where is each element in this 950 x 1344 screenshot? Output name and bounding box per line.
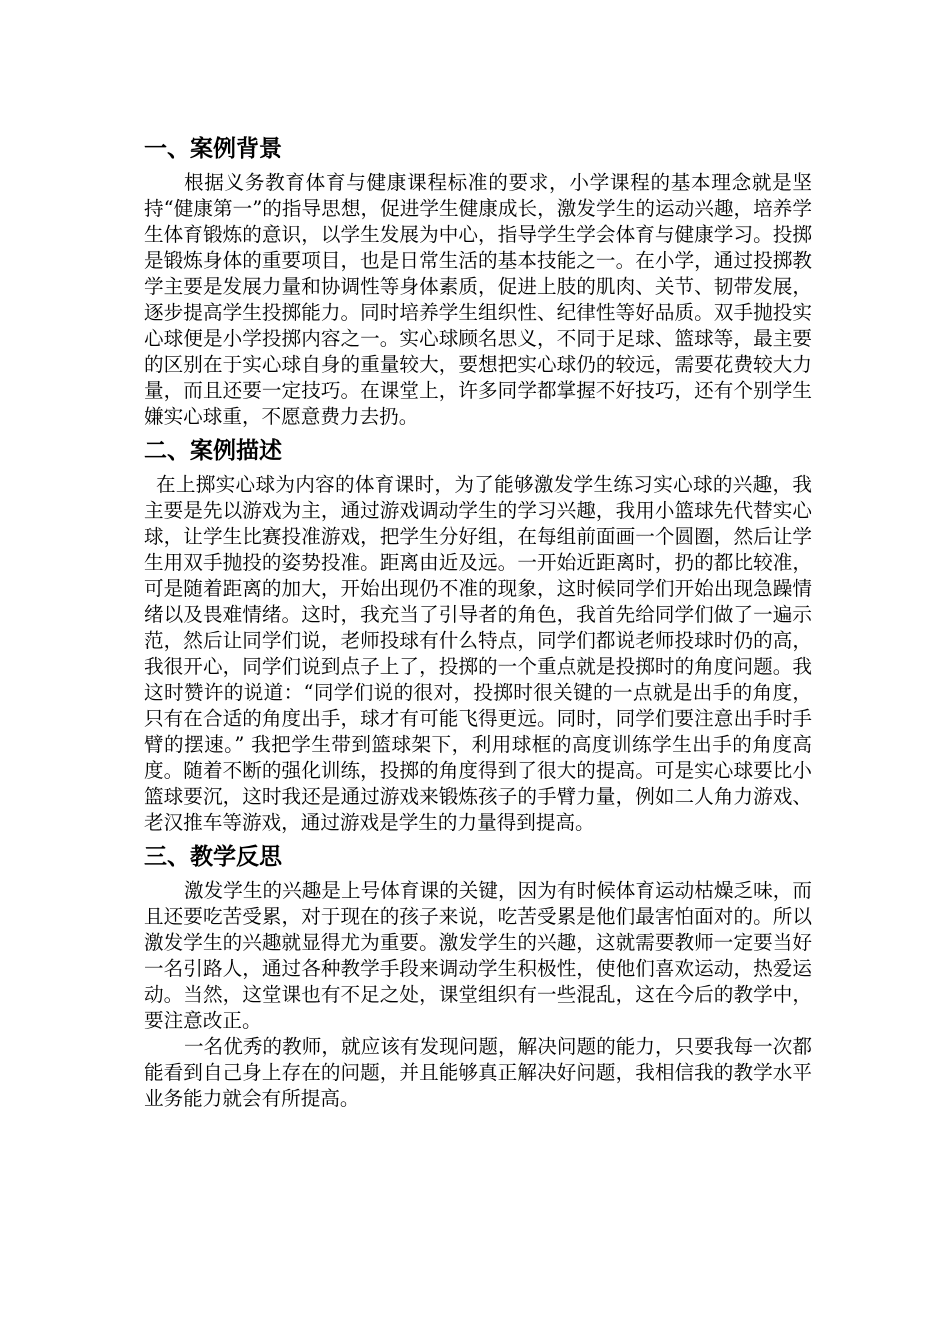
document-page [144,132,812,1112]
reflection-paragraph-1: 激发学生的兴趣是上号体育课的关键，因为有时候体育运动枯燥乏味，而且还要吃苦受累，对于现在的孩子来说，吃苦受累是他们最害怕面对的。所以激发学生的兴趣就显得尤为重要。激发学生的兴趣，这就需要教师一定要当好一名引路人，通过各种教学手段来调动学生积极性，使他们喜欢运动，热爱运动。当然，这堂课也有不足之处，课堂组织有一些混乱，这在今后的教学中，要注意改正。 [144,879,812,1032]
reflection-paragraph-2: 一名优秀的教师，就应该有发现问题，解决问题的能力，只要我每一次都能看到自己身上存在的问题，并且能够真正解决好问题，我相信我的教学水平业务能力就会有所提高。 [144,1035,812,1110]
background-paragraph: 根据义务教育体育与健康课程标准的要求，小学课程的基本理念就是坚持“健康第一”的指导思想，促进学生健康成长，激发学生的运动兴趣，培养学生体育锻炼的意识，以学生发展为中心，指导学生学会体育与健康学习。投掷是锻炼身体的重要项目，也是日常生活的基本技能之一。在小学，通过投掷教学主要是发展力量和协调性等身体素质，促进上肢的肌肉、关节、韧带发展，逐步提高学生投掷能力。同时培养学生组织性、纪律性等好品质。双手抛投实心球便是小学投掷内容之一。实心球顾名思义，不同于足球、篮球等，最主要的区别在于实心球自身的重量较大，要想把实心球仍的较远，需要花费较大力量，而且还要一定技巧。在课堂上，许多同学都掌握不好技巧，还有个别学生嫌实心球重，不愿意费力去扔。 [144,171,812,428]
section-heading-reflection: 三、教学反思 [144,844,282,870]
section-heading-description: 二、案例描述 [144,438,282,464]
description-paragraph: 在上掷实心球为内容的体育课时，为了能够激发学生练习实心球的兴趣，我主要是先以游戏为主，通过游戏调动学生的学习兴趣，我用小篮球先代替实心球，让学生比赛投准游戏，把学生分好组，在每组前面画一个圆圈，然后让学生用双手抛投的姿势投准。距离由近及远。一开始近距离时，扔的都比较准，可是随着距离的加大，开始出现仍不准的现象，这时候同学们开始出现急躁情绪以及畏难情绪。这时，我充当了引导者的角色，我首先给同学们做了一遍示范，然后让同学们说，老师投球有什么特点，同学们都说老师投球时仍的高，我很开心，同学们说到点子上了，投掷的一个重点就是投掷时的角度问题。我这时赞许的说道：“同学们说的很对，投掷时很关键的一点就是出手的角度，只有在合适的角度出手，球才有可能飞得更远。同时，同学们要注意出手时手臂的摆速。” 我把学生带到篮球架下，利用球框的高度训练学生出手的角度高度。随着不断的强化训练，投掷的角度得到了很大的提高。可是实心球要比小篮球要沉，这时我还是通过游戏来锻炼孩子的手臂力量，例如二人角力游戏、老汉推车等游戏，通过游戏是学生的力量得到提高。 [144,473,812,834]
section-heading-background: 一、案例背景 [144,136,282,162]
